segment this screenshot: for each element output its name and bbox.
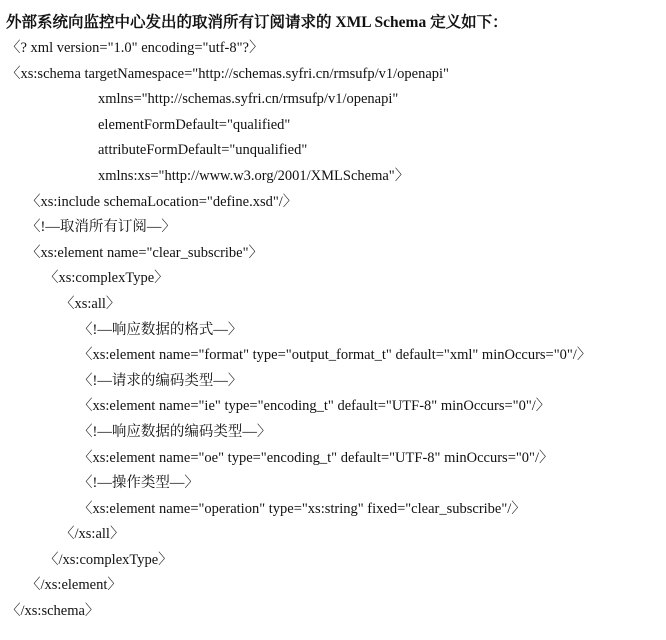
code-line-attribute-form-default: attributeFormDefault="unqualified" <box>98 142 308 159</box>
code-line-comment-operation: 〈!—操作类型—〉 <box>78 475 199 492</box>
code-line-comment-oe: 〈!—响应数据的编码类型—〉 <box>78 423 272 440</box>
code-line-schema-close: 〈/xs:schema〉 <box>6 603 100 620</box>
code-line-element-format: 〈xs:element name="format" type="output_format_t" default="xml" minOccurs="0"/〉 <box>78 347 592 364</box>
code-line-element-operation: 〈xs:element name="operation" type="xs:string" fixed="clear_subscribe"/〉 <box>78 500 526 517</box>
document-intro: 外部系统向监控中心发出的取消所有订阅请求的 XML Schema 定义如下： <box>6 14 508 31</box>
code-line-all-open: 〈xs:all〉 <box>60 295 121 312</box>
code-line-element-ie: 〈xs:element name="ie" type="encoding_t" default="UTF-8" minOccurs="0"/〉 <box>78 398 551 415</box>
code-line-xml-declaration: 〈? xml version="1.0" encoding="utf-8"?〉 <box>6 40 264 56</box>
code-line-element-form-default: elementFormDefault="qualified" <box>98 116 291 133</box>
code-line-xmlns-xs: xmlns:xs="http://www.w3.org/2001/XMLSchema"〉 <box>98 167 410 184</box>
code-line-complex-type-close: 〈/xs:complexType〉 <box>44 551 173 568</box>
xml-schema-code-block <box>0 36 666 625</box>
code-line-comment-clear-all: 〈!—取消所有订阅—〉 <box>26 219 176 236</box>
code-line-schema-open: 〈xs:schema targetNamespace="http://schemas.syfri.cn/rmsufp/v1/openapi" <box>6 65 449 82</box>
code-line-comment-format: 〈!—响应数据的格式—〉 <box>78 321 243 338</box>
code-line-xmlns: xmlns="http://schemas.syfri.cn/rmsufp/v1/openapi" <box>98 91 399 108</box>
code-line-include: 〈xs:include schemaLocation="define.xsd"/〉 <box>26 193 298 210</box>
code-line-element-open: 〈xs:element name="clear_subscribe"〉 <box>26 244 264 261</box>
code-line-element-close: 〈/xs:element〉 <box>26 577 122 594</box>
code-line-comment-ie: 〈!—请求的编码类型—〉 <box>78 372 243 389</box>
code-line-complex-type-open: 〈xs:complexType〉 <box>44 270 169 287</box>
code-line-element-oe: 〈xs:element name="oe" type="encoding_t" default="UTF-8" minOccurs="0"/〉 <box>78 449 554 466</box>
code-line-all-close: 〈/xs:all〉 <box>60 526 125 543</box>
